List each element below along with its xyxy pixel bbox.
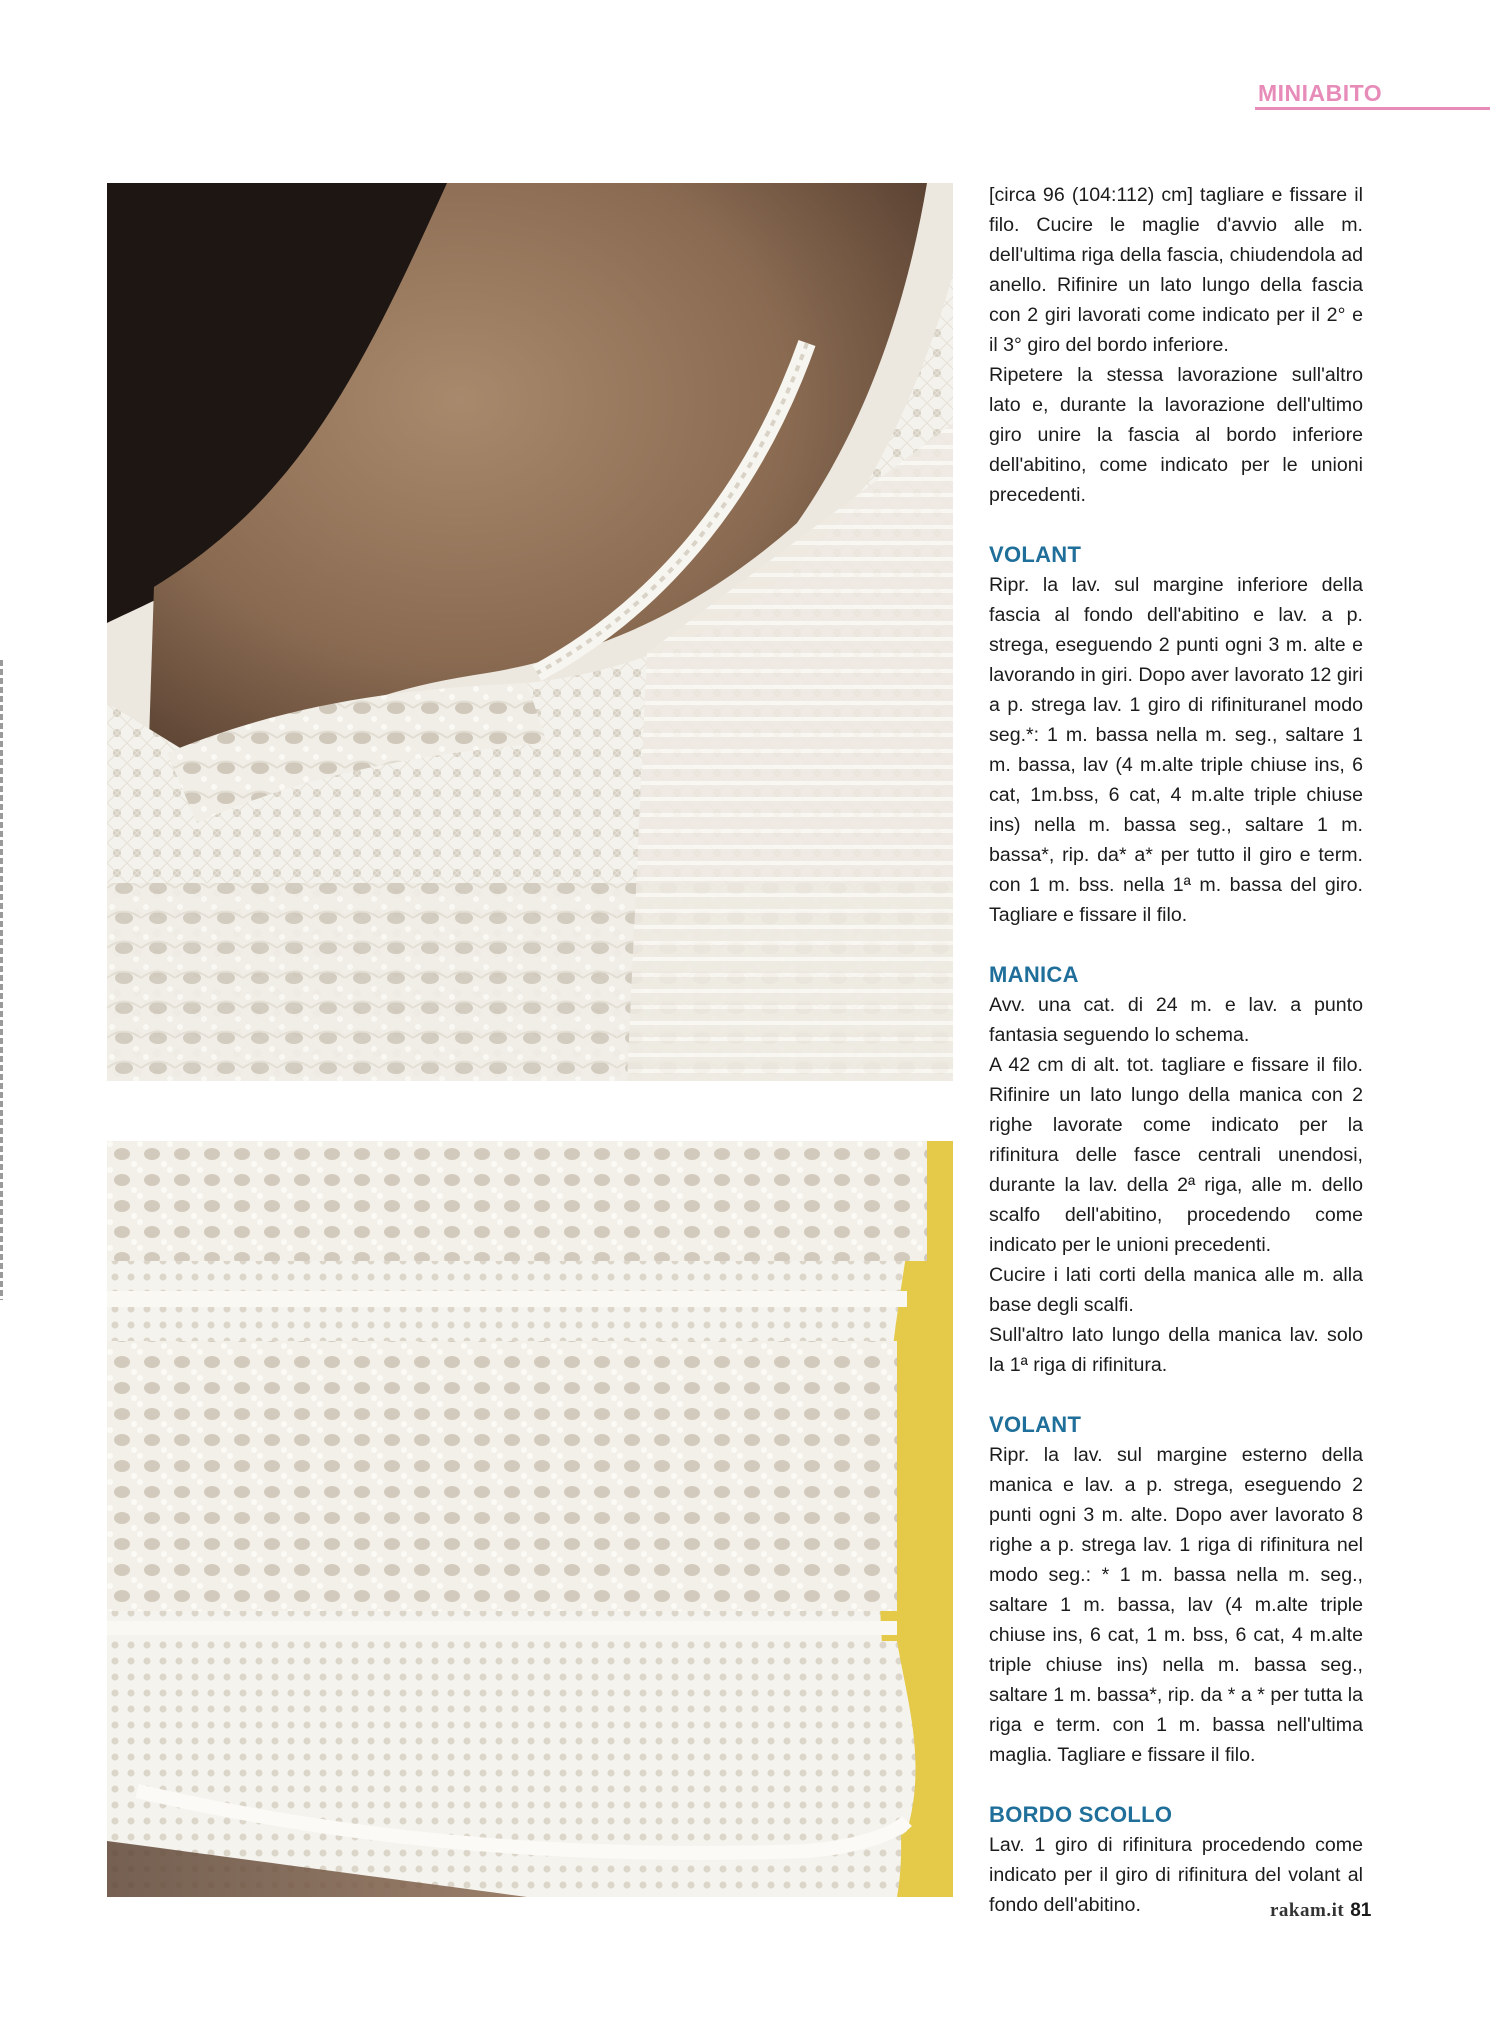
instructions-column (989, 180, 1363, 1920)
intro-paragraph: Ripetere la stessa lavorazione sull'altro lato e, durante la lavorazione dell'ultimo giro unire la fascia al bordo inferiore dell'abitino, come indicato per le unioni precedenti. (989, 364, 1363, 506)
manica-paragraph: Sull'altro lato lungo della manica lav. solo la 1ª riga di rifinitura. (989, 1324, 1363, 1376)
section-tag-underline (1255, 107, 1490, 110)
bordo-scollo-body: Lav. 1 giro di rifinitura procedendo come indicato per il giro di rifinitura del volant al fondo dell'abitino. (989, 1834, 1363, 1916)
bordo-scollo-heading: BORDO SCOLLO (989, 1802, 1173, 1827)
manica-paragraph: A 42 cm di alt. tot. tagliare e fissare il filo. Rifinire un lato lungo della manica con 2 righe lavorate come indicato per la rifinitura delle fasce centrali unendosi, durante la lav. della 2ª riga, alle m. dello scalfo dell'abitino, procedendo come indicato per le unioni precedenti. (989, 1054, 1363, 1256)
manica-paragraph: Cucire i lati corti della manica alle m. alla base degli scalfi. (989, 1264, 1363, 1316)
left-edge-mark (0, 660, 3, 1300)
volant-sleeve-body: Ripr. la lav. sul margine esterno della manica e lav. a p. strega, eseguendo 2 punti ogni 3 m. alte. Dopo aver lavorato 8 righe a p. strega lav. 1 riga di rifinitura nel modo seg.: * 1 m. bassa nella m. seg., saltare 1 m. bassa, lav (4 m.alte triple chiuse ins, 6 cat, 1 m. bss, 6 cat, 4 m.alte triple chiuse ins) nella m. bassa seg., saltare 1 m. bassa*, rip. da * a * per tutta la riga e term. con 1 m. bassa nell'ultima maglia. Tagliare e fissare il filo. (989, 1444, 1363, 1766)
page-footer (1270, 1900, 1371, 1922)
page-number: 81 (1350, 1900, 1372, 1921)
volant-sleeve-heading: VOLANT (989, 1412, 1082, 1437)
volant-heading: VOLANT (989, 542, 1082, 567)
site-name: rakam.it (1270, 1900, 1345, 1921)
volant-body: Ripr. la lav. sul margine inferiore della fascia al fondo dell'abitino e lav. a p. strega, eseguendo 2 punti ogni 3 m. alte e lavorando in giri. Dopo aver lavorato 12 giri a p. strega lav. 1 giro di rifinituranel modo seg.*: 1 m. bassa nella m. seg., saltare 1 m. bassa, lav (4 m.alte triple chiuse ins, 6 cat, 1m.bss, 6 cat, 4 m.alte triple chiuse ins) nella m. bassa seg., saltare 1 m. bassa*, rip. da* a* per tutto il giro e term. con 1 m. bss. nella 1ª m. bassa del giro. Tagliare e fissare il filo. (989, 574, 1363, 926)
manica-heading: MANICA (989, 962, 1079, 987)
crochet-sleeve-photo (107, 1141, 953, 1897)
section-tag: MINIABITO (1258, 80, 1383, 106)
intro-paragraph: [circa 96 (104:112) cm] tagliare e fissare il filo. Cucire le maglie d'avvio alle m. dell'ultima riga della fascia, chiudendola ad anello. Rifinire un lato lungo della fascia con 2 giri lavorati come indicato per il 2° e il 3° giro del bordo inferiore. (989, 184, 1363, 356)
manica-paragraph: Avv. una cat. di 24 m. e lav. a punto fantasia seguendo lo schema. (989, 994, 1363, 1046)
crochet-neckline-photo (107, 183, 953, 1081)
